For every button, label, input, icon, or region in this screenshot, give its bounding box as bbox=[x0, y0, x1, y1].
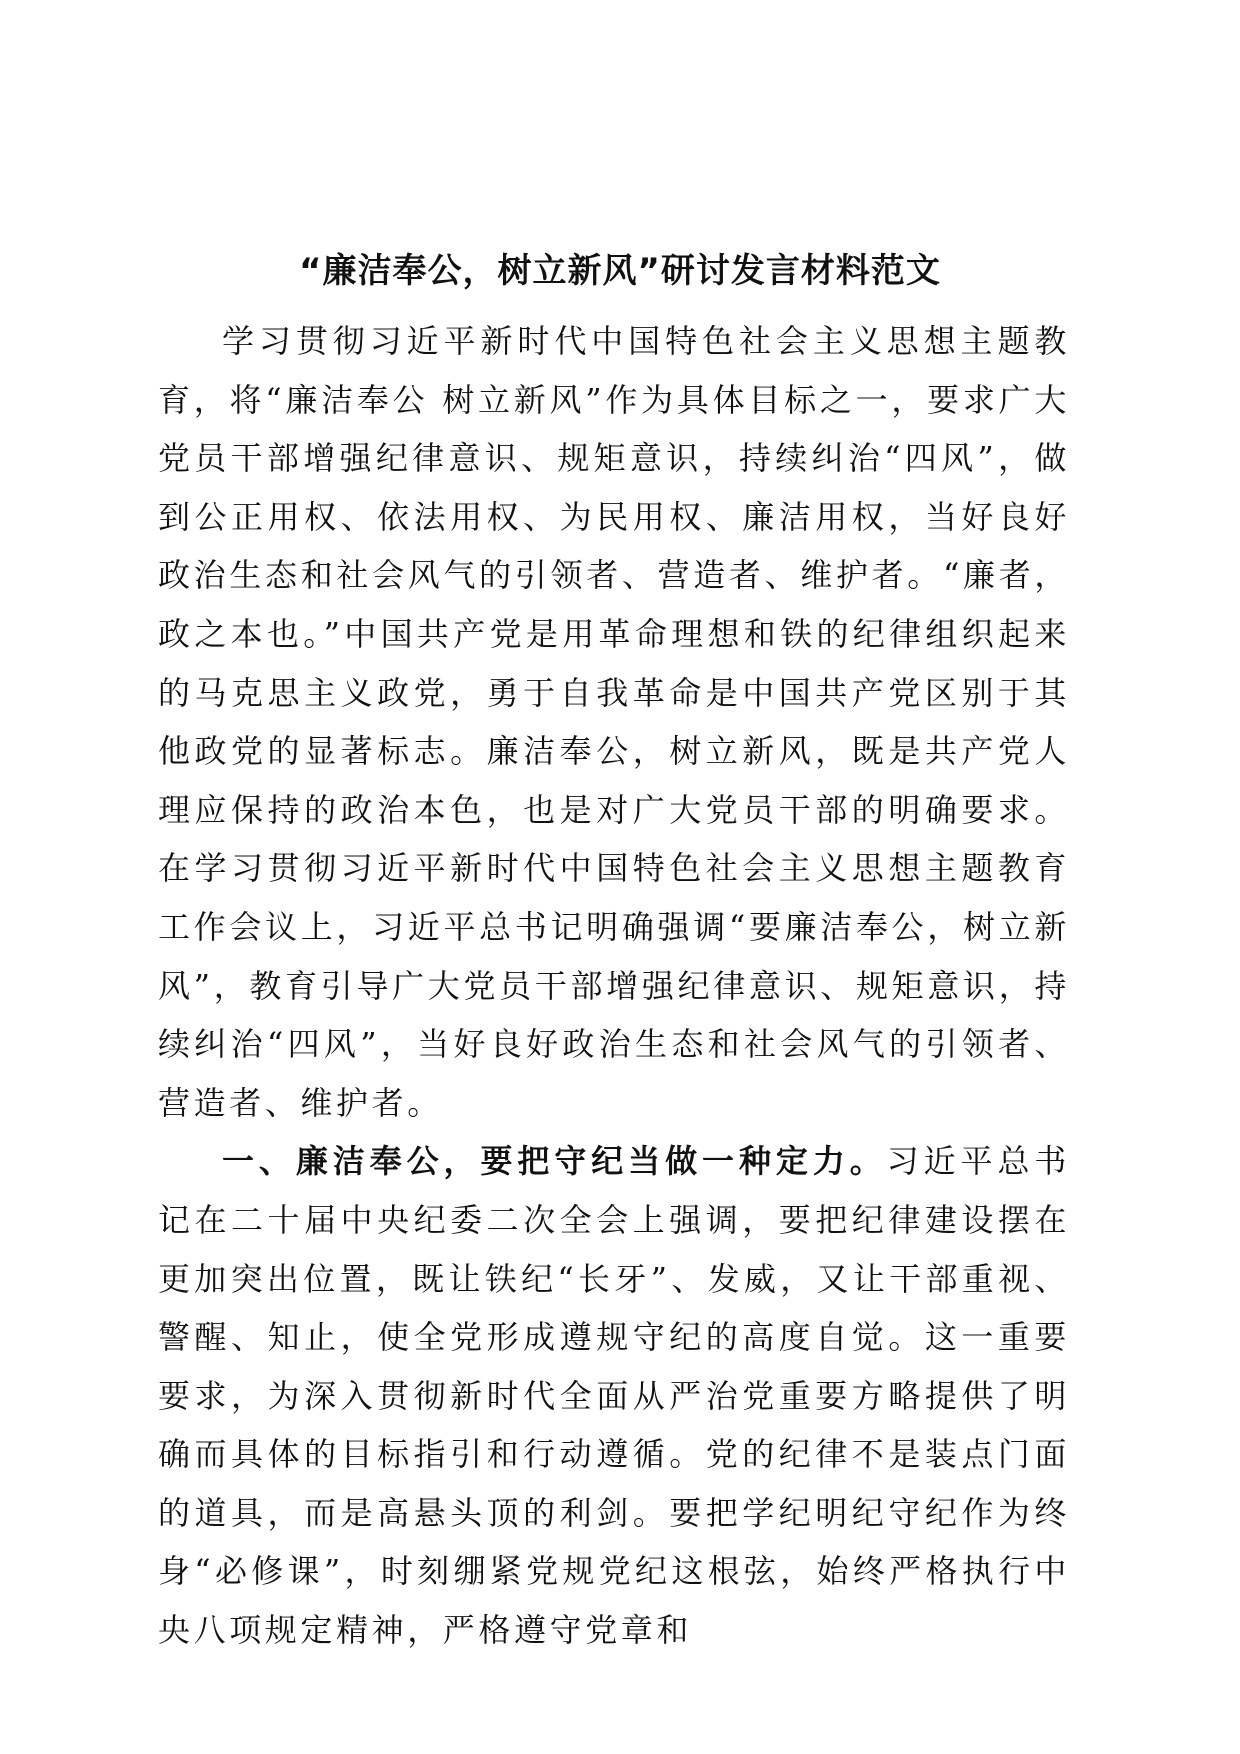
document-body bbox=[158, 312, 1070, 1660]
section-one-text: 习近平总书记在二十届中央纪委二次全会上强调，要把纪律建设摆在更加突出位置，既让铁纪“长牙”、发威，又让干部重视、警醒、知止，使全党形成遵规守纪的高度自觉。这一重要要求，为深入贯彻新时代全面从严治党重要方略提供了明确而具体的目标指引和行动遵循。党的纪律不是装点门面的道具，而是高悬头顶的利剑。要把学纪明纪守纪作为终身“必修课”，时刻绷紧党规党纪这根弦，始终严格执行中央八项规定精神，严格遵守党章和 bbox=[158, 1142, 1070, 1650]
paragraph-intro-text: 学习贯彻习近平新时代中国特色社会主义思想主题教育，将“廉洁奉公 树立新风”作为具体目标之一，要求广大党员干部增强纪律意识、规矩意识，持续纠治“四风”，做到公正用权、依法用权、为民用权、廉洁用权，当好良好政治生态和社会风气的引领者、营造者、维护者。“廉者，政之本也。”中国共产党是用革命理想和铁的纪律组织起来的马克思主义政党，勇于自我革命是中国共产党区别于其他政党的显著标志。廉洁奉公，树立新风，既是共产党人理应保持的政治本色，也是对广大党员干部的明确要求。在学习贯彻习近平新时代中国特色社会主义思想主题教育工作会议上，习近平总书记明确强调“要廉洁奉公，树立新风”，教育引导广大党员干部增强纪律意识、规矩意识，持续纠治“四风”，当好良好政治生态和社会风气的引领者、营造者、维护者。 bbox=[158, 322, 1070, 1122]
document-title: “廉洁奉公，树立新风”研讨发言材料范文 bbox=[299, 251, 941, 291]
paragraph-intro bbox=[158, 312, 1070, 1132]
section-one-heading: 一、廉洁奉公，要把守纪当做一种定力。 bbox=[222, 1142, 887, 1181]
paragraph-section-one bbox=[158, 1132, 1070, 1659]
